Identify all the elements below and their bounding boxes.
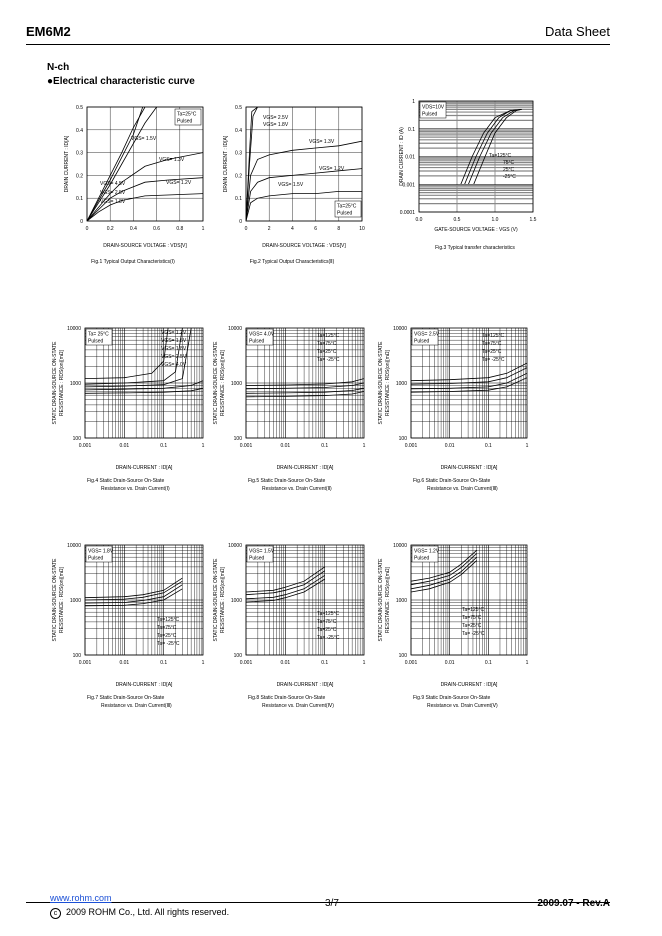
curve-label: VGS= 2.5V	[100, 190, 126, 196]
curve-label: VGS= 1.8V	[263, 122, 289, 128]
series-group	[411, 363, 527, 392]
curve-label: -25°C	[503, 174, 516, 180]
series-line	[246, 383, 364, 389]
model-number: EM6M2	[26, 24, 71, 39]
curve-label: Ta=125°C	[489, 153, 512, 159]
figure-caption: Fig.8 Static Drain-Source On-State	[248, 695, 326, 701]
footer-copyright-wrap	[50, 907, 229, 919]
y-tick-label: 1000	[395, 381, 407, 387]
legend-text: VGS= 1.8V	[88, 548, 114, 555]
curve-label: Ta=25°C	[482, 349, 502, 355]
y-tick-label: 0.2	[76, 173, 83, 180]
x-axis-label: DRAIN-CURRENT : ID[A]	[276, 465, 334, 471]
y-axis-label: STATIC DRAIN-SOURCE ON-STATE	[213, 341, 219, 425]
chart-6	[378, 326, 529, 492]
curve-label: Ta=75°C	[157, 625, 177, 631]
figure-caption: Fig.7 Static Drain-Source On-State	[87, 695, 165, 701]
y-axis-label: STATIC DRAIN-SOURCE ON-STATE	[378, 558, 384, 642]
figure-caption-2: Resistance vs. Drain Current(Ⅱ)	[262, 486, 332, 492]
legend-text: Pulsed	[414, 338, 430, 345]
y-tick-label: 0.0001	[399, 210, 415, 216]
curve-label: VGS= 2.5V	[263, 115, 289, 121]
y-tick-label: 0.3	[76, 150, 83, 157]
x-tick-label: 1	[525, 660, 529, 666]
chart-1	[64, 105, 205, 265]
curve-label: VGS= 1.2V	[161, 330, 187, 336]
curve-label: VGS= 1.2V	[166, 180, 192, 186]
y-tick-label: 0.5	[76, 105, 83, 111]
x-tick-label: 8	[337, 226, 341, 232]
series-line	[411, 363, 527, 381]
curve-label: VGS= 1.8V	[161, 346, 187, 352]
y-tick-label: 1000	[69, 598, 81, 604]
figure-caption-2: Resistance vs. Drain Current(Ⅲ)	[427, 486, 498, 492]
doc-type: Data Sheet	[544, 24, 610, 39]
x-tick-label: 0.001	[78, 660, 92, 666]
y-axis-label: DRAIN CURRENT : ID[A]	[223, 135, 229, 193]
curve-label: VGS= 1.5V	[161, 338, 187, 344]
y-axis-label-2: RESISTANCE : RDS(on)[mΩ]	[59, 350, 65, 416]
chart-2	[223, 105, 365, 265]
x-tick-label: 0.1	[160, 660, 168, 666]
legend-text: Pulsed	[414, 555, 430, 562]
curve-label: VGS= 2.5V	[161, 354, 187, 360]
legend-text: Pulsed	[249, 338, 265, 345]
x-axis-label: DRAIN-CURRENT : ID[A]	[440, 465, 498, 471]
x-tick-label: 1	[362, 660, 366, 666]
legend-text: Pulsed	[177, 118, 193, 125]
x-tick-label: 0.5	[453, 217, 461, 223]
figure-caption-2: Resistance vs. Drain Current(Ⅰ)	[101, 486, 170, 492]
copyright-icon: c	[50, 908, 61, 919]
x-tick-label: 1	[525, 443, 529, 449]
figure-caption: Fig.5 Static Drain-Source On-State	[248, 478, 326, 484]
legend-text: Pulsed	[88, 555, 104, 562]
figure-caption-2: Resistance vs. Drain Current(Ⅲ)	[101, 703, 172, 709]
y-axis-label-2: RESISTANCE : RDS(on)[mΩ]	[220, 350, 226, 416]
x-tick-label: 0.4	[129, 226, 137, 232]
x-axis-label: GATE-SOURCE VOLTAGE : VGS (V)	[434, 227, 518, 233]
figure-caption-2: Resistance vs. Drain Current(Ⅴ)	[427, 703, 498, 709]
x-tick-label: 6	[314, 226, 317, 232]
page-number: 3/7	[325, 898, 339, 909]
x-tick-label: 0.001	[404, 660, 418, 666]
curve-label: Ta= -25°C	[157, 641, 180, 647]
curve-label: Ta=125°C	[482, 333, 505, 339]
x-tick-label: 1.5	[529, 217, 537, 223]
legend-text: Pulsed	[422, 111, 438, 118]
y-tick-label: 1	[412, 99, 415, 105]
y-axis-label-2: RESISTANCE : RDS(on)[mΩ]	[59, 567, 65, 633]
series-line	[246, 388, 364, 393]
x-tick-label: 0.001	[239, 660, 253, 666]
x-tick-label: 0.001	[78, 443, 92, 449]
curve-label: Ta= -25°C	[482, 357, 505, 363]
section-subtitle: ●Electrical characteristic curve	[47, 76, 195, 87]
x-tick-label: 0.1	[484, 660, 492, 666]
curve-label: 25°C	[503, 167, 515, 173]
figure-caption: Fig.3 Typical transfer characteristics	[435, 245, 515, 251]
curve-label: VGS= 1.5V	[131, 136, 157, 142]
curve-label: Ta=25°C	[157, 633, 177, 639]
x-tick-label: 1	[201, 660, 205, 666]
y-tick-label: 100	[72, 653, 81, 659]
legend-text: Ta=25°C	[177, 111, 197, 118]
legend-text: Ta= 25°C	[88, 331, 109, 338]
legend-text: Pulsed	[249, 555, 265, 562]
y-tick-label: 0.1	[408, 126, 415, 133]
curve-label: Ta=25°C	[317, 349, 337, 355]
legend-text: VDS=10V	[422, 104, 445, 111]
y-tick-label: 0.5	[235, 105, 242, 111]
curve-label: Ta=125°C	[157, 617, 180, 623]
x-tick-label: 0	[244, 226, 248, 232]
revision: 2009.07 - Rev.A	[537, 898, 610, 909]
figure-caption: Fig.1 Typical Output Characteristics(Ⅰ)	[91, 259, 175, 265]
curve-label: Ta=125°C	[317, 333, 340, 339]
x-tick-label: 0.01	[444, 660, 455, 666]
x-tick-label: 1.0	[491, 217, 499, 223]
x-tick-label: 0.001	[239, 443, 253, 449]
series-line	[87, 194, 203, 221]
y-tick-label: 0.1	[235, 196, 242, 203]
x-tick-label: 0.01	[444, 443, 455, 449]
x-tick-label: 0.1	[321, 443, 329, 449]
chart-7	[52, 543, 205, 709]
x-axis-label: DRAIN-SOURCE VOLTAGE : VDS[V]	[103, 243, 187, 249]
y-axis-label: STATIC DRAIN-SOURCE ON-STATE	[52, 558, 58, 642]
y-axis-label-2: RESISTANCE : RDS(on)[mΩ]	[385, 350, 391, 416]
y-tick-label: 10000	[393, 543, 407, 549]
figure-caption: Fig.6 Static Drain-Source On-State	[413, 478, 491, 484]
y-tick-label: 1000	[395, 598, 407, 604]
curve-label: VGS= 1.3V	[309, 139, 335, 145]
footer-copyright: 2009 ROHM Co., Ltd. All rights reserved.	[66, 907, 230, 917]
curve-label: VGS= 4.0V	[161, 362, 187, 368]
y-axis-label: DRAIN CURRENT : ID[A]	[64, 135, 70, 193]
x-tick-label: 0.6	[153, 226, 161, 232]
y-axis-label-2: RESISTANCE : RDS(on)[mΩ]	[220, 567, 226, 633]
y-axis-label: STATIC DRAIN-SOURCE ON-STATE	[52, 341, 58, 425]
y-axis-label: STATIC DRAIN-SOURCE ON-STATE	[213, 558, 219, 642]
x-tick-label: 0.1	[160, 443, 168, 449]
x-axis-label: DRAIN-SOURCE VOLTAGE : VDS[V]	[262, 243, 346, 249]
y-tick-label: 0.3	[235, 150, 242, 157]
x-tick-label: 0.01	[119, 660, 130, 666]
legend-text: VGS= 1.5V	[249, 548, 275, 555]
y-axis-label: STATIC DRAIN-SOURCE ON-STATE	[378, 341, 384, 425]
x-tick-label: 0.8	[176, 226, 184, 232]
y-tick-label: 100	[233, 436, 242, 442]
x-tick-label: 0.001	[404, 443, 418, 449]
curve-label: VGS= 1.2V	[319, 166, 345, 172]
x-tick-label: 10	[359, 226, 365, 232]
x-tick-label: 0.01	[280, 443, 291, 449]
curve-label: VGS= 1.3V	[159, 157, 185, 163]
curve-label: Ta=25°C	[462, 623, 482, 629]
x-axis-label: DRAIN-CURRENT : ID[A]	[115, 465, 173, 471]
series-group	[85, 578, 182, 606]
legend-text: VGS= 2.5V	[414, 331, 440, 338]
curve-label: 75°C	[503, 160, 515, 166]
curve-label: Ta= -25°C	[462, 631, 485, 637]
chart-8	[213, 543, 366, 709]
figure-caption: Fig.2 Typical Output Characteristics(Ⅱ)	[249, 259, 335, 265]
y-tick-label: 0.4	[76, 127, 83, 134]
curve-label: VGS= 1.8V	[100, 199, 126, 205]
x-tick-label: 0.01	[119, 443, 130, 449]
chart-3	[399, 99, 537, 251]
chart-9	[378, 543, 529, 709]
curve-label: Ta=75°C	[317, 619, 337, 625]
y-tick-label: 10000	[228, 543, 242, 549]
footer-url-link[interactable]: www.rohm.com	[50, 893, 112, 903]
series-line	[246, 379, 364, 386]
y-tick-label: 100	[233, 653, 242, 659]
y-tick-label: 100	[398, 436, 407, 442]
y-tick-label: 10000	[67, 326, 81, 332]
x-tick-label: 1	[362, 443, 366, 449]
y-tick-label: 0.2	[235, 173, 242, 180]
y-tick-label: 0.001	[402, 182, 415, 189]
y-tick-label: 1000	[69, 381, 81, 387]
footer-url-wrap	[50, 893, 112, 903]
x-axis-label: DRAIN-CURRENT : ID[A]	[115, 682, 173, 688]
x-axis-label: DRAIN-CURRENT : ID[A]	[276, 682, 334, 688]
legend-text: Pulsed	[88, 338, 104, 345]
curve-label: Ta=75°C	[482, 341, 502, 347]
x-tick-label: 1	[201, 226, 205, 232]
y-tick-label: 1000	[230, 598, 242, 604]
figure-caption: Fig.4 Static Drain-Source On-State	[87, 478, 165, 484]
curve-label: Ta=75°C	[317, 341, 337, 347]
y-tick-label: 100	[72, 436, 81, 442]
figure-caption-2: Resistance vs. Drain Current(Ⅳ)	[262, 703, 334, 709]
y-axis-label: DRAIN CURRENT : ID (A)	[399, 127, 405, 186]
y-tick-label: 0	[80, 219, 83, 225]
curve-label: VGS= 4.5V	[100, 181, 126, 187]
legend-text: Ta=25°C	[337, 203, 357, 210]
curve-label: Ta=125°C	[317, 611, 340, 617]
curve-label: VGS= 1.5V	[278, 182, 304, 188]
curve-label: Ta=75°C	[462, 615, 482, 621]
chart-4	[52, 326, 205, 492]
series-line	[85, 578, 182, 598]
figure-caption: Fig.9 Static Drain-Source On-State	[413, 695, 491, 701]
x-tick-label: 4	[291, 226, 294, 232]
y-tick-label: 0.1	[76, 196, 83, 203]
x-tick-label: 0.0	[415, 217, 423, 223]
y-tick-label: 1000	[230, 381, 242, 387]
x-axis-label: DRAIN-CURRENT : ID[A]	[440, 682, 498, 688]
y-axis-label-2: RESISTANCE : RDS(on)[mΩ]	[385, 567, 391, 633]
y-tick-label: 0	[239, 219, 242, 225]
legend-text: Pulsed	[337, 210, 353, 217]
y-tick-label: 0.01	[405, 154, 415, 161]
series-line	[411, 373, 527, 389]
x-tick-label: 0.1	[484, 443, 492, 449]
y-tick-label: 10000	[393, 326, 407, 332]
legend-text: VGS= 1.2V	[414, 548, 440, 555]
y-tick-label: 10000	[228, 326, 242, 332]
footer-rule	[26, 902, 610, 903]
curve-label: Ta= -25°C	[317, 635, 340, 641]
channel-heading: N-ch	[47, 62, 70, 73]
legend-text: VGS= 4.0V	[249, 331, 275, 338]
x-tick-label: 0.1	[321, 660, 329, 666]
y-tick-label: 10000	[67, 543, 81, 549]
series-group	[246, 379, 364, 397]
x-tick-label: 0.2	[106, 226, 114, 232]
x-tick-label: 2	[267, 226, 271, 232]
x-tick-label: 0	[85, 226, 89, 232]
curve-label: Ta= -25°C	[317, 357, 340, 363]
y-tick-label: 0.4	[235, 127, 242, 134]
x-tick-label: 1	[201, 443, 205, 449]
curve-label: Ta=125°C	[462, 607, 485, 613]
y-tick-label: 100	[398, 653, 407, 659]
chart-5	[213, 326, 366, 492]
curve-label: Ta=25°C	[317, 627, 337, 633]
x-tick-label: 0.01	[280, 660, 291, 666]
